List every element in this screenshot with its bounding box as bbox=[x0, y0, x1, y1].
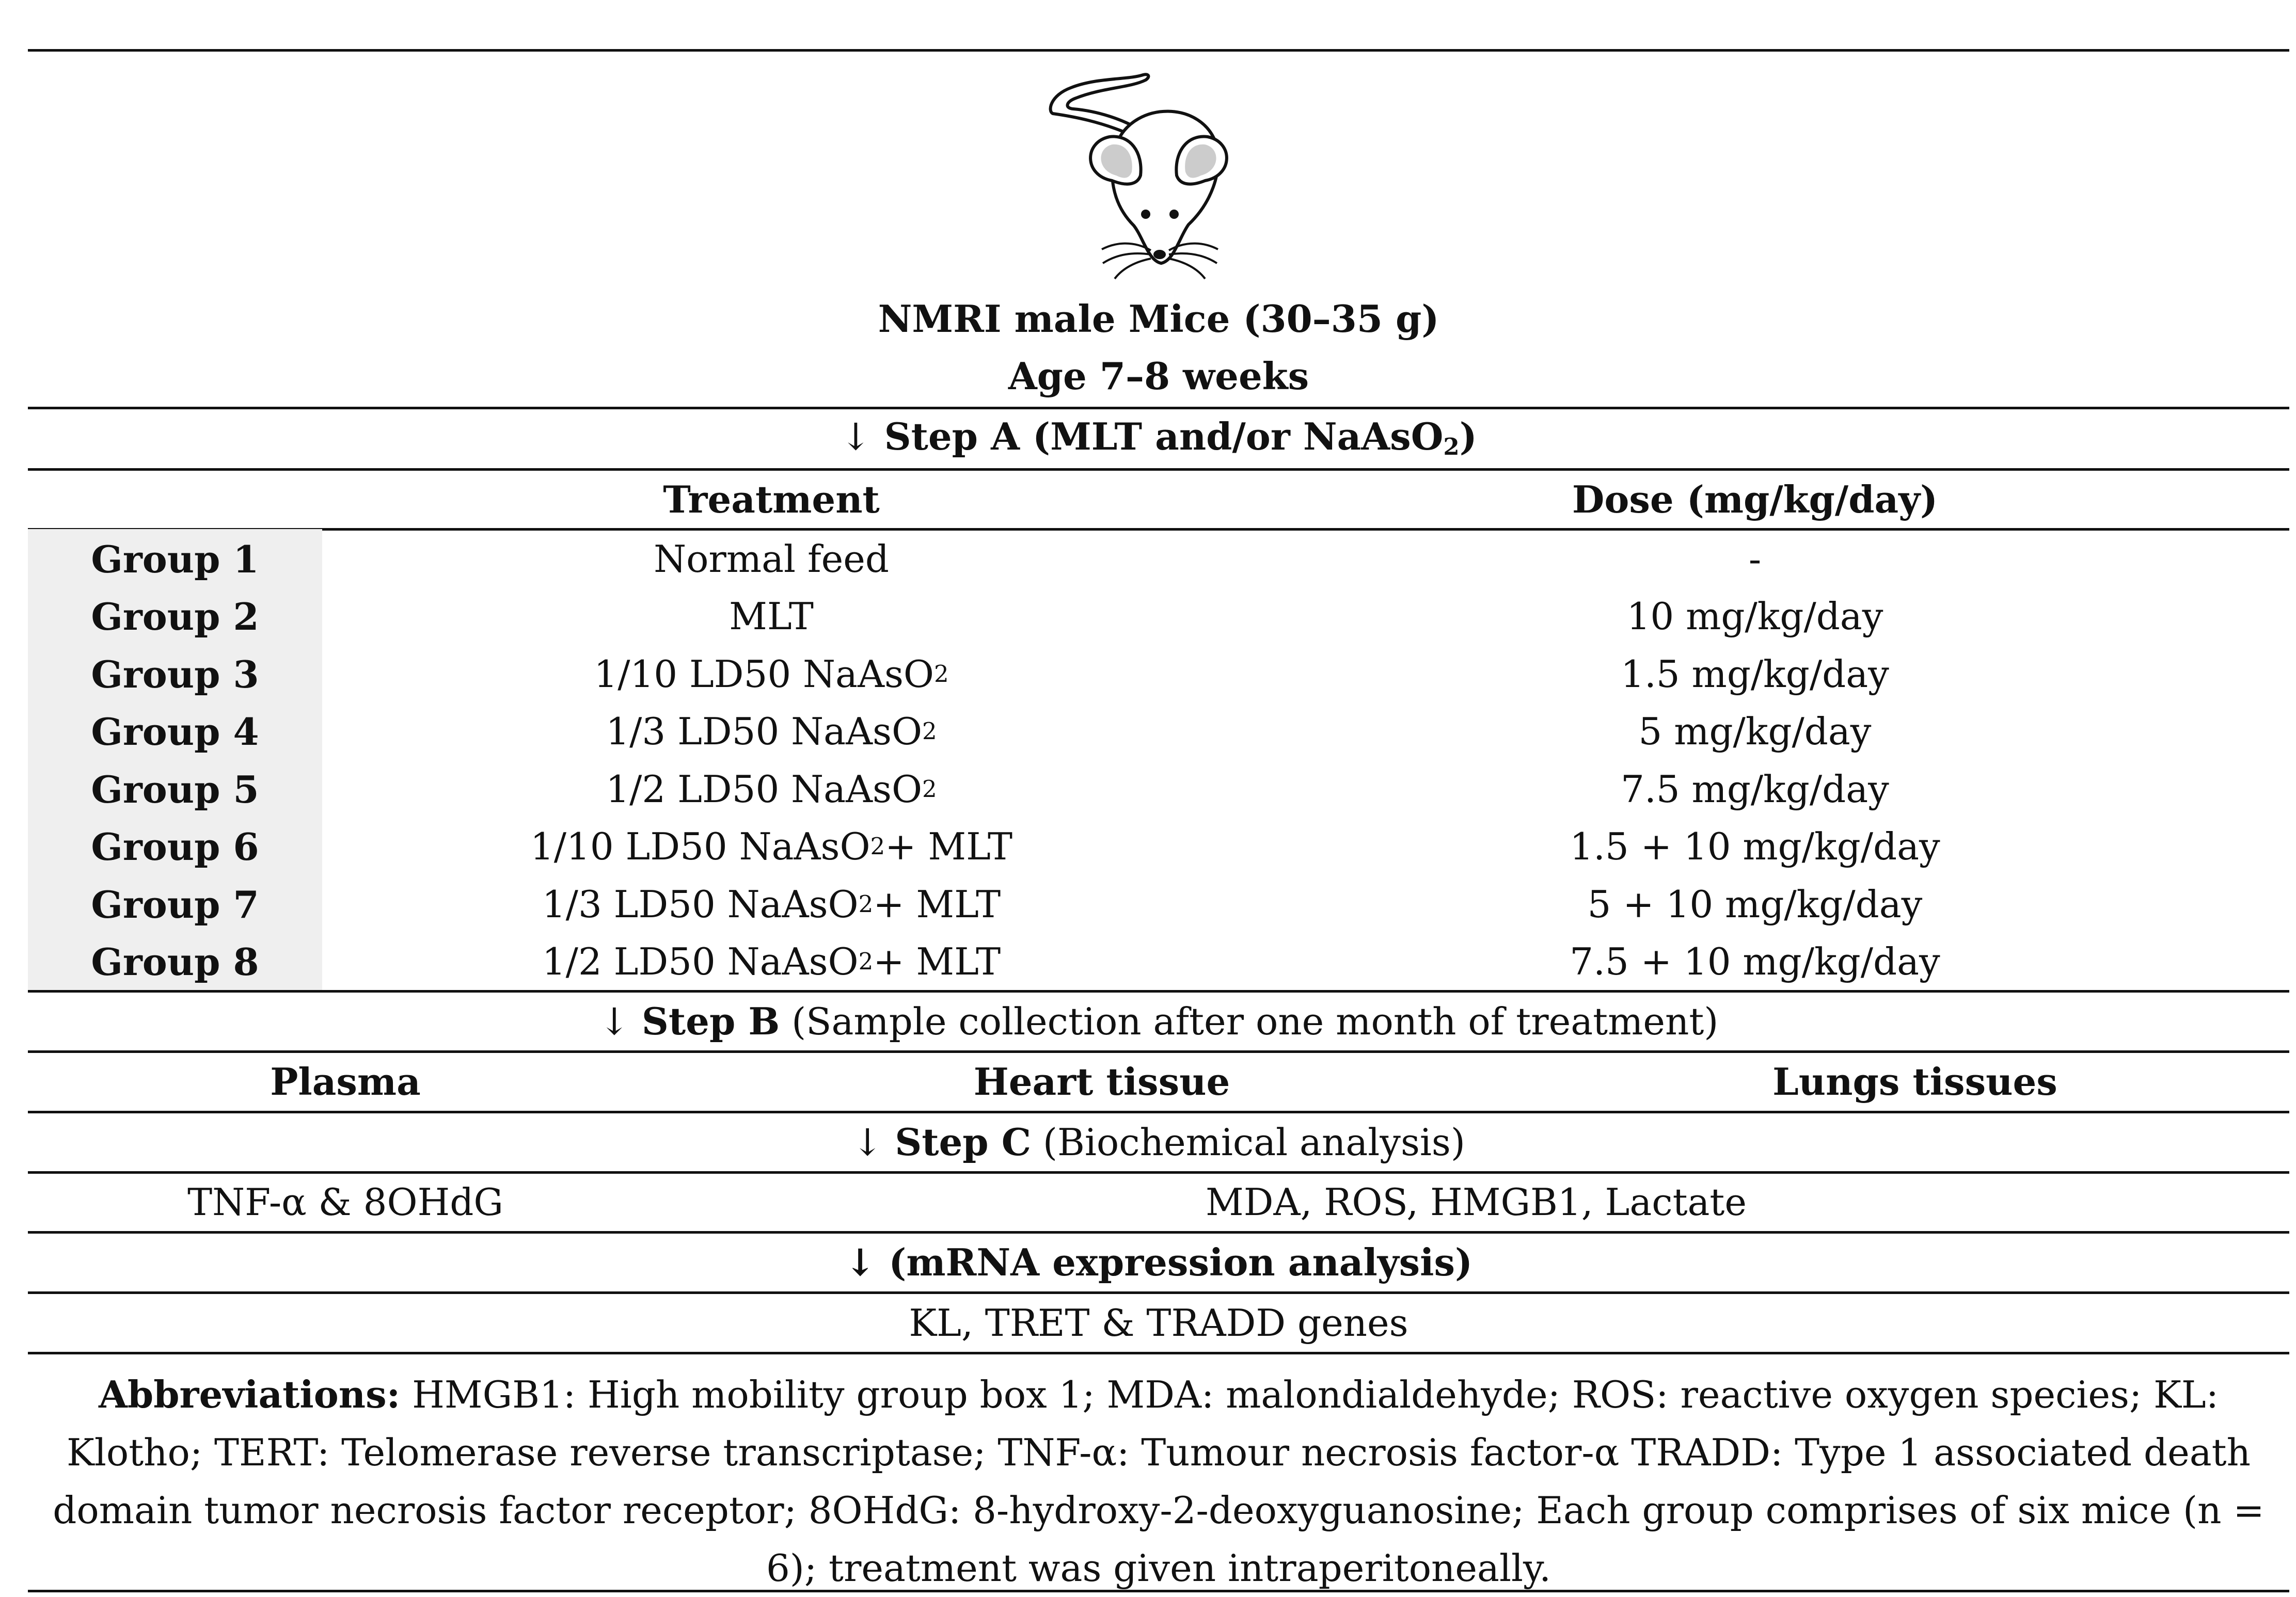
down-arrow-icon: ↓ bbox=[598, 1000, 630, 1043]
table-row bbox=[28, 760, 2289, 818]
biochem-row bbox=[28, 1173, 2289, 1231]
rule-mrna-top bbox=[28, 1231, 2289, 1234]
treatment-text: 1/2 LD50 NaAsO bbox=[542, 940, 859, 983]
col-dose-header: Dose (mg/kg/day) bbox=[1572, 477, 1938, 521]
down-arrow-icon: ↓ bbox=[844, 1240, 876, 1284]
treatment-text: 1/2 LD50 NaAsO bbox=[606, 768, 923, 811]
samples-row bbox=[28, 1052, 2289, 1110]
subject-age: Age 7–8 weeks bbox=[1008, 354, 1309, 398]
treatment-cell: 1/10 LD50 NaAsO 2 + MLT bbox=[530, 825, 1013, 868]
heart-label: Heart tissue bbox=[973, 1059, 1230, 1104]
treatment-tail: + MLT bbox=[873, 940, 1001, 983]
dose-cell: 1.5 mg/kg/day bbox=[1621, 652, 1889, 696]
col-treatment-header: Treatment bbox=[663, 477, 880, 521]
lungs-label: Lungs tissues bbox=[1772, 1059, 2057, 1104]
rule-step-c-top bbox=[28, 1111, 2289, 1113]
step-b-label: Step B bbox=[641, 999, 780, 1043]
table-header-row bbox=[28, 470, 2289, 528]
rule-abbr-top bbox=[28, 1352, 2289, 1354]
dose-cell: - bbox=[1748, 537, 1762, 581]
table-row bbox=[28, 818, 2289, 875]
bottom-rule bbox=[28, 1590, 2289, 1592]
rule-step-a-top bbox=[28, 407, 2289, 409]
mrna-label: (mRNA expression analysis) bbox=[889, 1240, 1473, 1284]
rule-mrna-bottom bbox=[28, 1291, 2289, 1294]
treatment-text: 1/10 LD50 NaAsO bbox=[530, 825, 870, 868]
plasma-analytes: TNF-α & 8OHdG bbox=[187, 1180, 503, 1224]
plasma-label: Plasma bbox=[270, 1059, 421, 1104]
step-c-label: Step C bbox=[895, 1120, 1031, 1164]
group-label: Group 2 bbox=[91, 594, 259, 638]
abbreviations-note bbox=[28, 1366, 2289, 1597]
step-b-heading bbox=[28, 999, 2289, 1043]
dose-cell: 1.5 + 10 mg/kg/day bbox=[1570, 825, 1940, 868]
treatment-tail: + MLT bbox=[885, 825, 1013, 868]
treatment-cell: 1/2 LD50 NaAsO 2 bbox=[606, 768, 937, 811]
table-row bbox=[28, 587, 2289, 645]
step-c-desc: (Biochemical analysis) bbox=[1031, 1121, 1465, 1164]
treatment-text: 1/3 LD50 NaAsO bbox=[606, 710, 923, 753]
step-a-end: ) bbox=[1459, 414, 1477, 458]
mouse-icon bbox=[1024, 59, 1293, 281]
table-row bbox=[28, 530, 2289, 588]
treatment-cell: 1/3 LD50 NaAsO 2 + MLT bbox=[542, 883, 1001, 926]
treatment-text: 1/3 LD50 NaAsO bbox=[542, 883, 859, 926]
dose-cell: 5 + 10 mg/kg/day bbox=[1587, 883, 1923, 926]
mrna-heading bbox=[28, 1240, 2289, 1284]
group-label: Group 1 bbox=[91, 537, 259, 581]
group-label: Group 3 bbox=[91, 652, 259, 696]
group-label: Group 4 bbox=[91, 709, 259, 754]
step-c-heading bbox=[28, 1120, 2289, 1164]
rule-step-b-top bbox=[28, 990, 2289, 993]
table-row bbox=[28, 702, 2289, 760]
step-a-subscript: 2 bbox=[1443, 433, 1460, 460]
dose-cell: 7.5 + 10 mg/kg/day bbox=[1570, 940, 1940, 983]
table-row bbox=[28, 875, 2289, 933]
dose-cell: 10 mg/kg/day bbox=[1626, 595, 1883, 638]
treatment-cell bbox=[322, 587, 1221, 645]
genes-text: KL, TRET & TRADD genes bbox=[909, 1301, 1408, 1345]
treatment-text: Normal feed bbox=[654, 537, 889, 581]
table-row bbox=[28, 645, 2289, 703]
treatment-cell: 1/3 LD50 NaAsO 2 bbox=[606, 710, 937, 753]
treatment-cell: 1/2 LD50 NaAsO 2 + MLT bbox=[542, 940, 1001, 983]
group-label: Group 7 bbox=[91, 882, 259, 927]
step-a-label: Step A (MLT and/or NaAsO bbox=[884, 414, 1444, 458]
treatment-cell bbox=[322, 530, 1221, 588]
table-row bbox=[28, 933, 2289, 991]
subject-title: NMRI male Mice (30–35 g) bbox=[878, 297, 1439, 341]
group-label: Group 8 bbox=[91, 939, 259, 984]
step-a-heading bbox=[28, 414, 2289, 460]
treatment-tail: + MLT bbox=[873, 883, 1001, 926]
treatment-text: MLT bbox=[729, 595, 814, 638]
group-label: Group 6 bbox=[91, 824, 259, 869]
treatment-cell: 1/10 LD50 NaAsO 2 bbox=[594, 652, 949, 696]
group-label: Group 5 bbox=[91, 767, 259, 811]
abbreviations-text: HMGB1: High mobility group box 1; MDA: malondialdehyde; ROS: reactive oxygen species; KL: Klotho; TERT: Telomerase reverse transcriptase; TNF-α: Tumour necrosis factor-α TRADD: Type 1 associated death domain tumor necrosis factor receptor; 8OHdG: 8-hydroxy-2-deoxyguanosine; Each group comprises of six mice (n = 6); treatment was given intraperitoneally. bbox=[53, 1373, 2265, 1590]
tissue-analytes: MDA, ROS, HMGB1, Lactate bbox=[1206, 1180, 1747, 1224]
top-rule bbox=[28, 49, 2289, 52]
dose-cell: 7.5 mg/kg/day bbox=[1621, 768, 1889, 811]
abbreviations-label: Abbreviations: bbox=[98, 1372, 401, 1416]
step-b-desc: (Sample collection after one month of treatment) bbox=[780, 1000, 1719, 1043]
figure-table bbox=[28, 49, 2289, 1590]
dose-cell: 5 mg/kg/day bbox=[1638, 710, 1872, 753]
down-arrow-icon: ↓ bbox=[852, 1121, 883, 1164]
treatment-text: 1/10 LD50 NaAsO bbox=[594, 652, 934, 696]
down-arrow-icon: ↓ bbox=[840, 415, 872, 458]
